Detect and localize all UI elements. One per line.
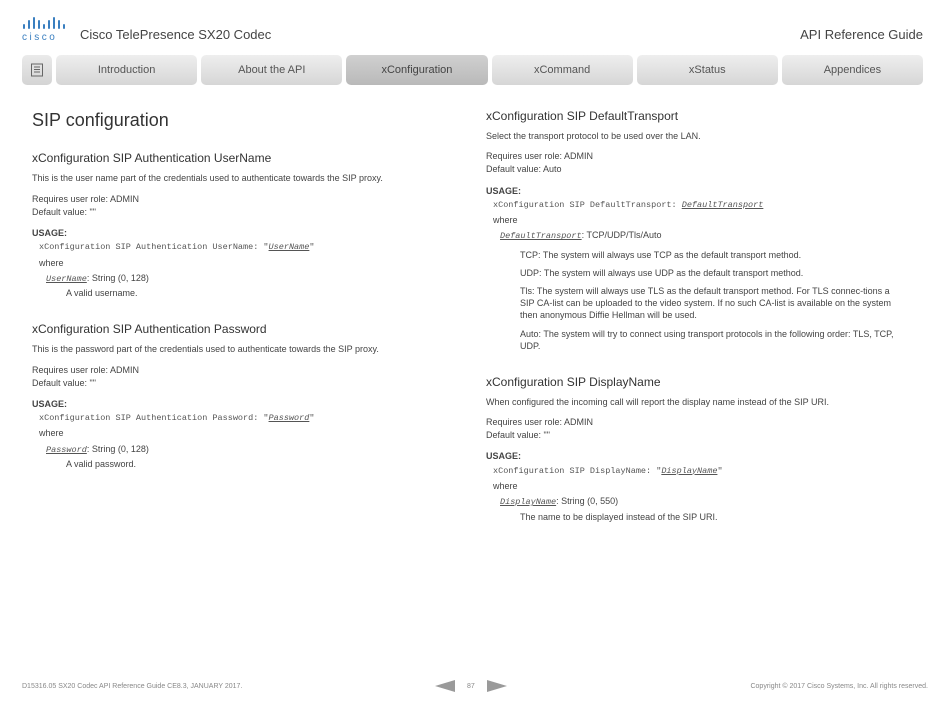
document-list-icon	[30, 63, 44, 77]
param-type: : String (0, 128)	[86, 272, 149, 283]
usage-code	[493, 466, 906, 477]
tab-about-the-api[interactable]: About the API	[201, 55, 342, 85]
section-description: This is the password part of the credentials used to authenticate towards the SIP proxy.	[32, 344, 379, 355]
param-type: : TCP/UDP/Tls/Auto	[581, 230, 662, 241]
nav-bar	[22, 55, 923, 85]
where-label: where	[493, 481, 518, 492]
section-title: xConfiguration SIP Authentication Password	[32, 322, 267, 337]
where-label: where	[493, 215, 518, 226]
param-type: : String (0, 128)	[86, 443, 149, 454]
param-line	[500, 229, 906, 242]
tab-xconfiguration[interactable]: xConfiguration	[346, 55, 487, 85]
option-tcp: TCP: The system will always use TCP as the default transport method.	[520, 249, 802, 260]
default-value: Default value: Auto	[486, 164, 562, 175]
guide-title: API Reference Guide	[800, 27, 923, 42]
usage-code	[39, 413, 452, 424]
code-suffix: "	[309, 242, 315, 253]
document-title: Cisco TelePresence SX20 Codec	[80, 27, 272, 42]
where-label: where	[39, 428, 64, 439]
param-type: : String (0, 550)	[556, 496, 619, 507]
pager	[435, 680, 507, 692]
menu-button[interactable]	[22, 55, 52, 85]
option-tls: Tls: The system will always use TLS as the default transport method. For TLS connec-tions a SIP CA-list can be uploaded to the video system. If no such CA-list is available on the system then anonymous Diffie Hellman will be used.	[520, 286, 892, 321]
param-description: The name to be displayed instead of the SIP URI.	[520, 511, 718, 522]
tab-xstatus[interactable]: xStatus	[637, 55, 778, 85]
section-sip-display-name	[486, 374, 906, 523]
default-value: Default value: ""	[32, 377, 96, 388]
cisco-bridge-icon	[22, 16, 66, 30]
tab-xcommand[interactable]: xCommand	[492, 55, 633, 85]
code-param: Password	[268, 413, 310, 424]
logo-wordmark: cisco	[22, 32, 58, 43]
param-name: Password	[46, 444, 87, 455]
page-number: 87	[467, 682, 475, 690]
section-sip-auth-password	[32, 321, 452, 470]
usage-code	[39, 242, 452, 253]
param-line	[500, 495, 906, 508]
section-description: This is the user name part of the credentials used to authenticate towards the SIP proxy.	[32, 173, 383, 184]
code-prefix: xConfiguration SIP DisplayName: "	[493, 465, 662, 476]
param-name: UserName	[46, 273, 87, 284]
where-label: where	[39, 257, 64, 268]
param-description: A valid password.	[66, 459, 137, 470]
required-role: Requires user role: ADMIN	[32, 193, 140, 204]
default-value: Default value: ""	[32, 206, 96, 217]
required-role: Requires user role: ADMIN	[32, 364, 140, 375]
code-param: DefaultTransport	[681, 199, 764, 210]
tab-appendices[interactable]: Appendices	[782, 55, 923, 85]
code-param: UserName	[268, 242, 310, 253]
usage-label: USAGE:	[486, 451, 522, 462]
code-prefix: xConfiguration SIP Authentication Password: "	[39, 413, 269, 424]
left-column	[32, 108, 452, 492]
section-description: When configured the incoming call will report the display name instead of the SIP URI.	[486, 397, 830, 407]
usage-label: USAGE:	[32, 227, 68, 238]
required-role: Requires user role: ADMIN	[486, 417, 594, 428]
usage-code	[493, 200, 906, 211]
cisco-logo	[22, 16, 66, 43]
option-auto: Auto: The system will try to connect using transport protocols in the following order: TLS, TCP, UDP.	[520, 328, 894, 351]
section-title: xConfiguration SIP Authentication UserName	[32, 151, 272, 166]
param-description: A valid username.	[66, 288, 138, 299]
param-name: DefaultTransport	[500, 231, 582, 242]
usage-label: USAGE:	[486, 185, 522, 196]
footer-doc-id: D15316.05 SX20 Codec API Reference Guide CE8.3, JANUARY 2017.	[22, 683, 243, 690]
right-column	[486, 108, 906, 545]
prev-page-arrow-icon[interactable]	[435, 680, 455, 692]
param-name: DisplayName	[500, 497, 557, 508]
tab-introduction[interactable]: Introduction	[56, 55, 197, 85]
page-title: SIP configuration	[32, 110, 169, 130]
section-description: Select the transport protocol to be used over the LAN.	[486, 131, 701, 142]
code-suffix: "	[309, 413, 315, 424]
usage-label: USAGE:	[32, 398, 68, 409]
section-sip-auth-username	[32, 150, 452, 299]
param-line	[46, 443, 452, 456]
next-page-arrow-icon[interactable]	[487, 680, 507, 692]
required-role: Requires user role: ADMIN	[486, 151, 594, 162]
default-value: Default value: ""	[486, 430, 550, 441]
section-title: xConfiguration SIP DefaultTransport	[486, 109, 679, 123]
section-sip-default-transport	[486, 108, 906, 352]
code-prefix: xConfiguration SIP DefaultTransport:	[493, 199, 682, 210]
option-udp: UDP: The system will always use UDP as the default transport method.	[520, 267, 804, 278]
param-line	[46, 272, 452, 285]
code-suffix: "	[717, 465, 723, 476]
section-title: xConfiguration SIP DisplayName	[486, 374, 661, 389]
footer-copyright: Copyright © 2017 Cisco Systems, Inc. All rights reserved.	[750, 683, 928, 690]
code-prefix: xConfiguration SIP Authentication UserName: "	[39, 242, 269, 253]
code-param: DisplayName	[661, 465, 718, 476]
